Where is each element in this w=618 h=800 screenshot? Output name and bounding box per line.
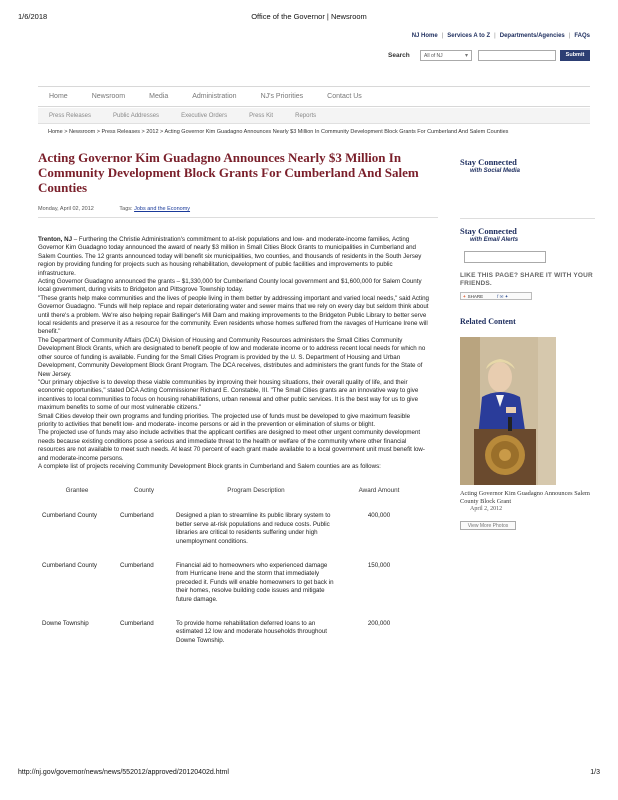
caption-text: Acting Governor Kim Guadagno Announces Salem County Block Grant [460,490,590,505]
grants-table [38,487,418,661]
dateline: Trenton, NJ [38,236,73,243]
county-cell: Cumberland [120,620,154,628]
article [38,150,438,661]
description-cell: Designed a plan to streamline its public library system to better serve at-risk populations and reduce costs. Public libraries are critical to residents suffering under high unemployment conditions. [176,512,331,545]
print-header [18,12,600,22]
table-header-row [38,487,418,512]
sidebar [460,157,595,530]
main-navigation [38,86,590,107]
column-header-county: County [134,487,154,495]
table-row [38,562,418,620]
county-cell: Cumberland [120,562,154,569]
nav-home[interactable]: Home [49,93,68,100]
table-row [38,512,418,562]
print-footer [18,769,600,779]
separator: | [568,33,571,39]
search-submit-button[interactable]: Submit [560,50,590,61]
description-cell: Financial aid to homeowners who experienced damage from Hurricane Irene and the storm that immediately preceded it. Funds will enable homeowners to get back in their homes, resolve building code issues and mitigate future damage. [176,562,334,603]
print-page-title: Office of the Governor | Newsroom [251,12,367,21]
grantee-cell: Downe Township [42,620,89,628]
stay-connected-social-title: Stay Connected [460,157,517,167]
view-more-photos-button[interactable]: View More Photos [460,521,516,530]
award-cell: 150,000 [367,562,391,569]
search-scope-value: All of NJ [424,53,443,59]
search-input[interactable] [478,50,556,61]
top-link-nj-home[interactable]: NJ Home [411,33,438,39]
nav-media[interactable]: Media [149,93,169,100]
chevron-down-icon: ▾ [464,53,468,59]
print-page-number: 1/3 [590,769,600,776]
column-header-description: Program Description [227,487,285,495]
plus-icon: + [463,294,466,299]
nav-contact[interactable]: Contact Us [327,93,362,100]
table-row [38,620,418,661]
tag-link[interactable]: Jobs and the Economy [134,206,191,212]
grantee-cell: Cumberland County [42,512,98,520]
paragraph: Small Cities develop their own programs and funding priorities. The projected use of funds must be developed to give maximum feasible priority to activities that benefit low- and moderate- income persons or aid in the prevention or elimination of slums or blight. [38,412,411,428]
print-url: http://nj.gov/governor/news/news/552012/approved/20120402d.html [18,769,229,776]
subnav-press-kit[interactable]: Press Kit [249,112,274,119]
social-media-subtitle: with Social Media [470,168,521,174]
nav-priorities[interactable]: NJ's Priorities [260,93,304,100]
article-date: Monday, April 02, 2012 [38,206,94,212]
caption-date: April 2, 2012 [470,506,503,512]
stay-connected-email-title: Stay Connected [460,226,517,236]
social-service-icons: f ✉ ✦ [497,294,509,299]
article-headline: Acting Governor Kim Guadagno Announces Nearly $3 Million In Community Development Block Grants For Cumberland And Salem Counties [38,150,419,195]
award-cell: 400,000 [367,512,391,520]
description-cell: To provide home rehabilitation deferred loans to an estimated 12 low and moderate households throughout Downe Township. [176,620,328,644]
related-content-title: Related Content [460,317,516,326]
paragraph: "These grants help make communities and the lives of people living in them better by addressing important and varied local needs," said Acting Governor Guadagno. "Funds will help replace and repair deteriorating water and sewer mains that we rely on every day but seldom think about until there's a problem. We're also helping repair Ballinger's Mill Dam and making improvements to the Bridgeton Public Library to better serve local residents and preserve it as a resource for the community. Even residents whose homes suffered from the ravages of Hurricane Irene will benefit." [38,294,429,336]
related-photo[interactable] [460,337,556,485]
top-link-faqs[interactable]: FAQs [574,33,590,39]
email-alert-input[interactable] [464,251,546,263]
share-prompt: LIKE THIS PAGE? SHARE IT WITH YOUR FRIENDS. [460,272,593,287]
subnav-executive-orders[interactable]: Executive Orders [181,112,228,119]
print-date: 1/6/2018 [18,12,48,21]
subnav-public-addresses[interactable]: Public Addresses [113,112,160,119]
paragraph: The projected use of funds may also include activities that the applicant certifies are designed to meet other urgent community development needs because existing conditions pose a serious and immediate threat to the health or welfare of the community where other financial resources are not available to meet such needs. At least 70 percent of each grant made available to a local government unit must benefit low- and moderate-income persons. [38,429,425,462]
nav-administration[interactable]: Administration [192,93,237,100]
award-cell: 200,000 [367,620,391,628]
paragraph: Acting Governor Guadagno announced the grants – $1,330,000 for Cumberland County local government and $1,600,000 for Salem County local government, during visits to Bridgeton and Pittsgrove Township today. [38,278,422,294]
paragraph: Trenton, NJ – Furthering the Christie Administration's commitment to at-risk populations and low- and moderate-income families, Acting Governor Kim Guadagno today announced the award of nearly $3 million in Small Cities Block Grants to municipalities in Cumberland and Salem Counties. The 12 grants announced today will benefit six municipalities, two counties, and thousands of residents in the South Jersey region by providing funding for projects such as housing rehabilitation, development of public facilities and improvements to public infrastructure. [38,236,422,277]
share-widget [460,292,595,300]
tags-label: Tags: [119,206,133,212]
county-cell: Cumberland [120,512,154,520]
sub-navigation [38,108,590,124]
breadcrumb[interactable]: Home > Newsroom > Press Releases > 2012 > Acting Governor Kim Guadagno Announces Nearly $3 Million In Community Development Block Grants For Cumberland And Salem Counties [48,129,509,135]
paragraph: The Department of Community Affairs (DCA) Division of Housing and Community Resources administers the Small Cities Community Development Block Grants, which are designated to benefit people of low and moderate income or to address recent local needs for which no other source of funding is available. Funding for the Small Cities Program is provided by the U. S. Department of Housing and Urban Development, Community Development Block Grant Program. The DCA receives, distributes and administers the grant funds for the State of New Jersey. [38,336,426,378]
separator: | [441,33,444,39]
nav-newsroom[interactable]: Newsroom [91,93,126,100]
photo-caption[interactable] [460,490,590,514]
search-scope-select[interactable] [420,50,472,61]
column-header-award: Award Amount [358,487,400,495]
top-utility-links [412,33,590,39]
divider [460,218,595,219]
subnav-press-releases[interactable]: Press Releases [49,112,92,119]
share-button[interactable]: + SHARE f ✉ ✦ [460,292,532,300]
search-label: Search [388,52,410,59]
top-link-departments[interactable]: Departments/Agencies [499,33,565,39]
paragraph: A complete list of projects receiving Community Development Block grants in Cumberland and Salem counties are as follows: [38,462,381,470]
paragraph: "Our primary objective is to develop these viable communities by improving their housing situations, their overall quality of life, and their economic opportunities," stated DCA Acting Commissioner Richard E. Constable, III. "The Small Cities grants are an innovative way to give incentives to local communities to focus on housing rehabilitations, urban renewal and other public services. It is the best way for us to give maximum benefits to some of our most vulnerable citizens." [38,378,419,412]
article-body [38,236,430,471]
email-alerts-subtitle: with Email Alerts [470,237,519,243]
photo-image [460,337,556,485]
search-bar [388,50,590,62]
column-header-grantee: Grantee [65,487,89,495]
grantee-cell: Cumberland County [42,562,98,569]
article-meta [38,206,438,218]
separator: | [494,33,496,39]
top-link-services[interactable]: Services A to Z [447,33,491,39]
subnav-reports[interactable]: Reports [295,112,317,119]
